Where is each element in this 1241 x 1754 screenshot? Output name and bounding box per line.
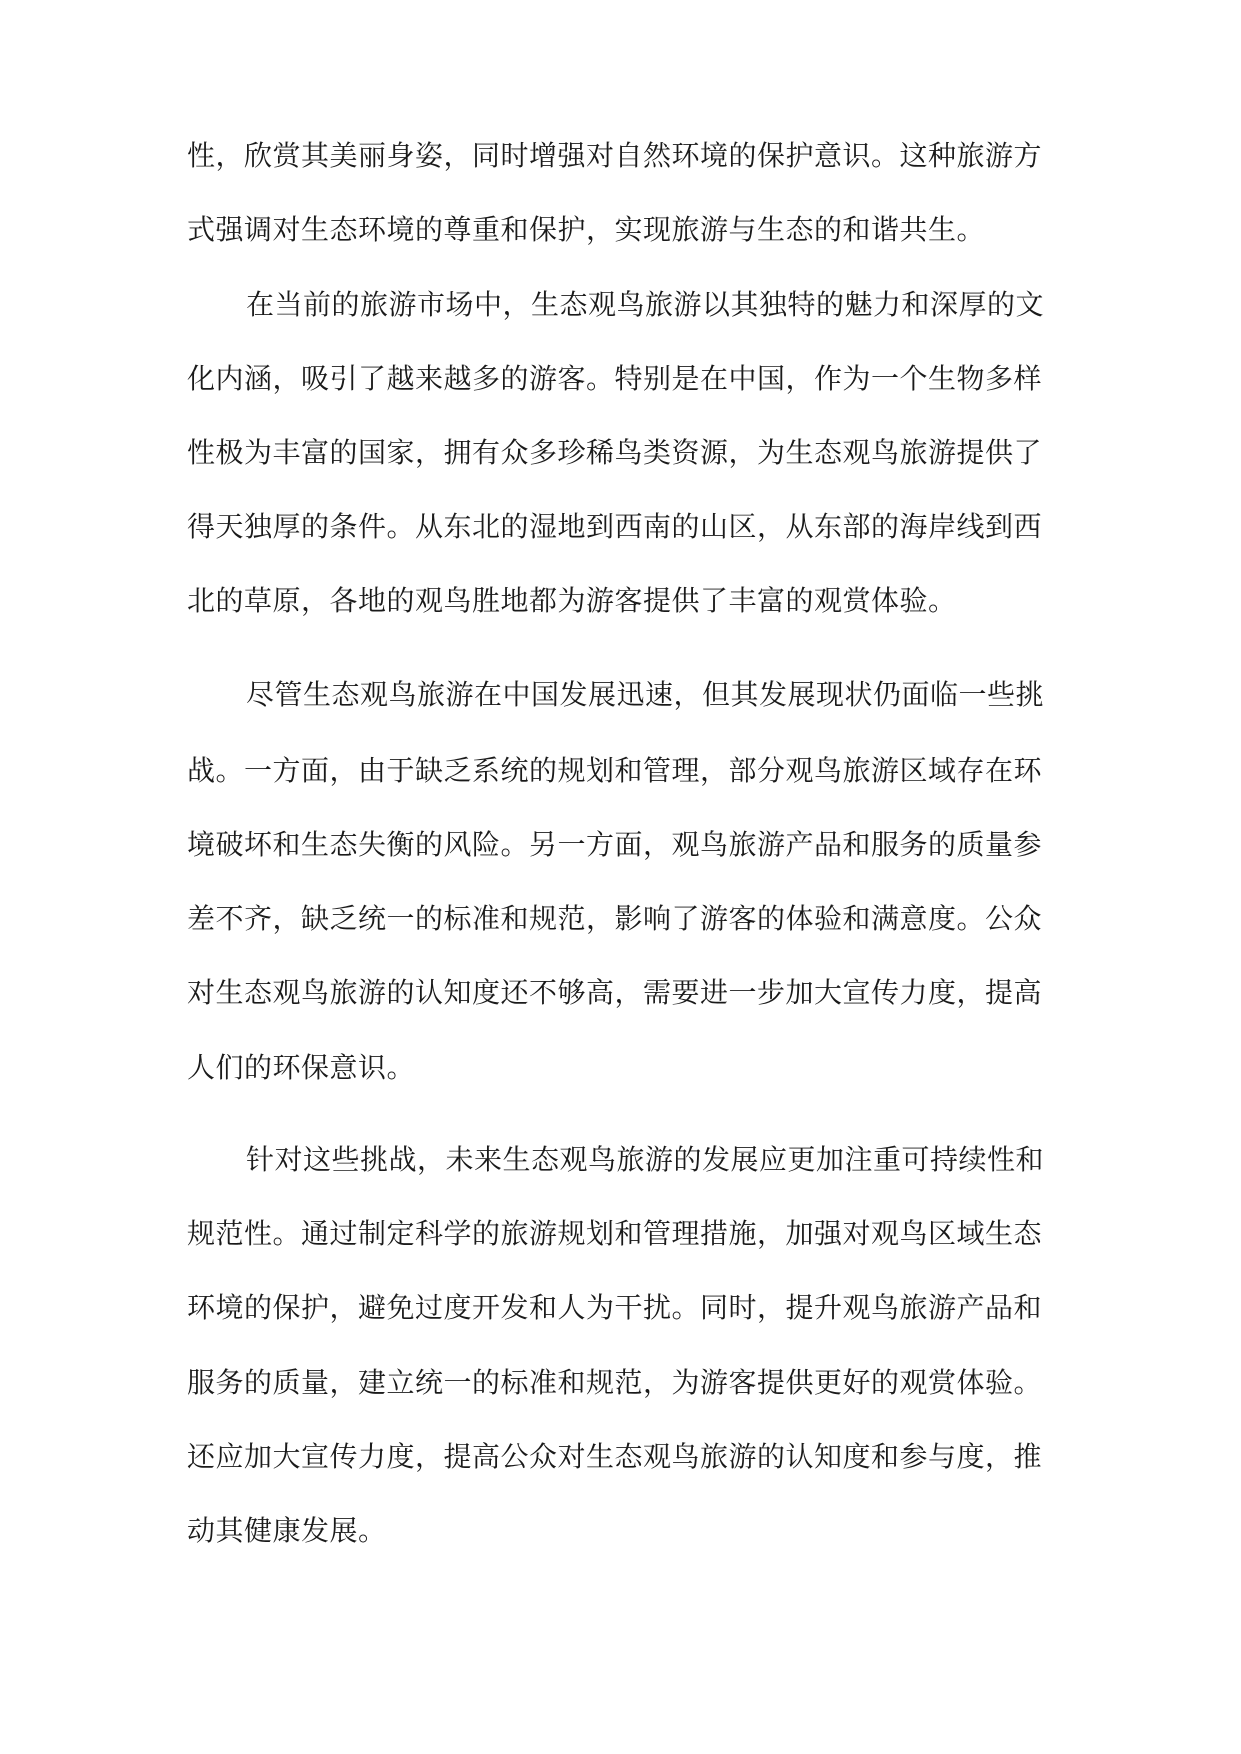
paragraph-1-line-2: 式强调对生态环境的尊重和保护，实现旅游与生态的和谐共生。 [187, 213, 986, 246]
paragraph-4-line-4: 服务的质量，建立统一的标准和规范，为游客提供更好的观赏体验。 [187, 1366, 1043, 1399]
paragraph-2-line-5: 北的草原，各地的观鸟胜地都为游客提供了丰富的观赏体验。 [187, 584, 957, 617]
paragraph-2-line-4: 得天独厚的条件。从东北的湿地到西南的山区，从东部的海岸线到西 [187, 510, 1043, 543]
paragraph-4-line-5: 还应加大宣传力度，提高公众对生态观鸟旅游的认知度和参与度，推 [187, 1440, 1043, 1473]
paragraph-4-line-3: 环境的保护，避免过度开发和人为干扰。同时，提升观鸟旅游产品和 [187, 1291, 1043, 1324]
paragraph-4-line-6: 动其健康发展。 [187, 1514, 387, 1547]
paragraph-3-line-6: 人们的环保意识。 [187, 1051, 416, 1084]
paragraph-4-line-2: 规范性。通过制定科学的旅游规划和管理措施，加强对观鸟区域生态 [187, 1217, 1043, 1250]
paragraph-3-line-3: 境破坏和生态失衡的风险。另一方面，观鸟旅游产品和服务的质量参 [187, 828, 1043, 861]
paragraph-2-line-1: 在当前的旅游市场中，生态观鸟旅游以其独特的魅力和深厚的文 [246, 288, 1045, 321]
paragraph-3-line-2: 战。一方面，由于缺乏系统的规划和管理，部分观鸟旅游区域存在环 [187, 754, 1043, 787]
paragraph-2-line-2: 化内涵，吸引了越来越多的游客。特别是在中国，作为一个生物多样 [187, 362, 1043, 395]
paragraph-3-line-1: 尽管生态观鸟旅游在中国发展迅速，但其发展现状仍面临一些挑 [246, 678, 1045, 711]
paragraph-2-line-3: 性极为丰富的国家，拥有众多珍稀鸟类资源，为生态观鸟旅游提供了 [187, 436, 1043, 469]
paragraph-1-line-1: 性，欣赏其美丽身姿，同时增强对自然环境的保护意识。这种旅游方 [187, 139, 1043, 172]
paragraph-4-line-1: 针对这些挑战，未来生态观鸟旅游的发展应更加注重可持续性和 [246, 1143, 1045, 1176]
paragraph-3-line-5: 对生态观鸟旅游的认知度还不够高，需要进一步加大宣传力度，提高 [187, 976, 1043, 1009]
paragraph-3-line-4: 差不齐，缺乏统一的标准和规范，影响了游客的体验和满意度。公众 [187, 902, 1043, 935]
